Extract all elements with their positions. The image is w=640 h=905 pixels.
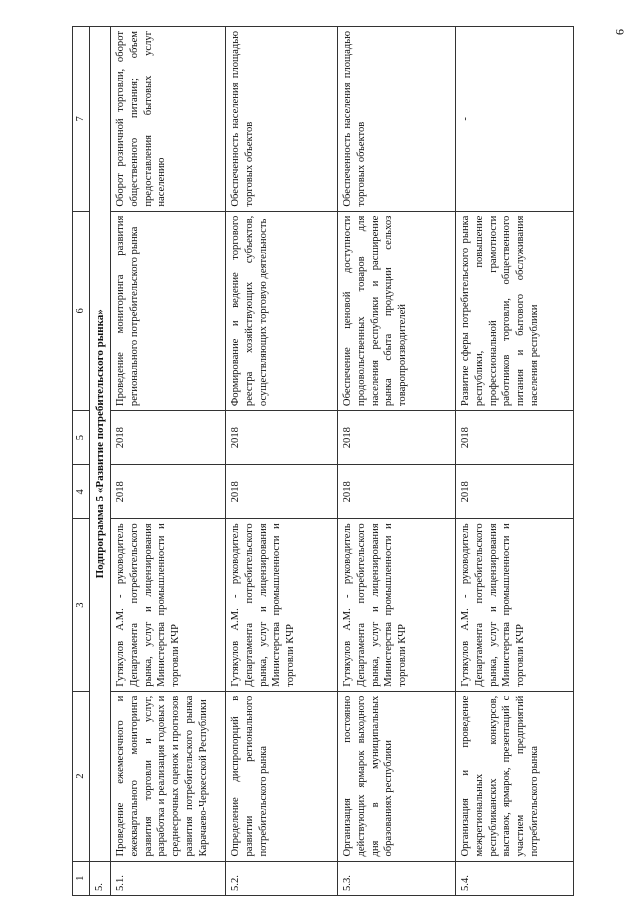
rotated-page [72,16,587,896]
column-number: 2 [73,691,90,861]
activity-cell: Проведение ежемесячного и ежеквартального мониторинга развития торговли и услуг, разработка и реализация годовых и среднесрочных оценок и прогнозов развития потребительского рынка Карачаево-Черкесской Республики [111,691,226,861]
result-cell: Формирование и ведение торгового реестра хозяйствующих субъектов, осуществляющих торговую деятельность [226,211,338,410]
row-number: 5.1. [111,861,226,895]
program-table [72,26,574,896]
section-number: 5. [89,861,110,895]
column-number: 6 [73,211,90,410]
end-year-cell: 2018 [226,411,338,465]
indicator-cell: - [456,27,574,212]
activity-cell: Организация постоянно действующих ярмарок выходного дня в муниципальных образованиях республики [338,691,456,861]
end-year-cell: 2018 [338,411,456,465]
executor-cell: Гутякулов А.М. - руководитель Департамента потребительского рынка, услуг и лицензирования Министерства промышленности и торговли КЧР [338,519,456,691]
column-number: 5 [73,411,90,465]
indicator-cell: Обеспеченность населения площадью торговых объектов [338,27,456,212]
indicator-cell: Оборот розничной торговли, оборот общественного питания; объем предоставления бытовых услуг населению [111,27,226,212]
end-year-cell: 2018 [456,411,574,465]
executor-cell: Гутякулов А.М. - руководитель Департамента потребительского рынка, услуг и лицензирования Министерства промышленности и торговли КЧР [456,519,574,691]
end-year-cell: 2018 [111,411,226,465]
section-row [89,27,110,896]
result-cell: Обеспечение ценовой доступности продовольственных товаров для населения республики и расширение рынка сбыта продукции сельхоз товаропроизводителей [338,211,456,410]
table-row [338,27,456,896]
indicator-cell: Обеспеченность населения площадью торговых объектов [226,27,338,212]
result-cell: Развитие сферы потребительского рынка республики, повышение профессиональной грамотности работников торговли, общественного питания и бытового обслуживания населения республики [456,211,574,410]
result-cell: Проведение мониторинга развития регионального потребительского рынка [111,211,226,410]
start-year-cell: 2018 [226,465,338,519]
column-number: 4 [73,465,90,519]
start-year-cell: 2018 [111,465,226,519]
start-year-cell: 2018 [456,465,574,519]
table-row [226,27,338,896]
activity-cell: Организация и проведение межрегиональных республиканских конкурсов, выставок, ярмарок, презентаций с участием предприятий потребительского рынка [456,691,574,861]
column-number-row [73,27,90,896]
table-row [111,27,226,896]
executor-cell: Гутякулов А.М. - руководитель Департамента потребительского рынка, услуг и лицензирования Министерства промышленности и торговли КЧР [226,519,338,691]
column-number: 7 [73,27,90,212]
column-number: 3 [73,519,90,691]
row-number: 5.3. [338,861,456,895]
activity-cell: Определение диспропорций в развитии регионального потребительского рынка [226,691,338,861]
row-number: 5.2. [226,861,338,895]
section-title: Подпрограмма 5 «Развитие потребительского рынка» [89,27,110,862]
page-number: 9 [613,29,627,35]
start-year-cell: 2018 [338,465,456,519]
column-number: 1 [73,861,90,895]
row-number: 5.4. [456,861,574,895]
table-row [456,27,574,896]
executor-cell: Гутякулов А.М. - руководитель Департамента потребительского рынка, услуг и лицензирования Министерства промышленности и торговли КЧР [111,519,226,691]
